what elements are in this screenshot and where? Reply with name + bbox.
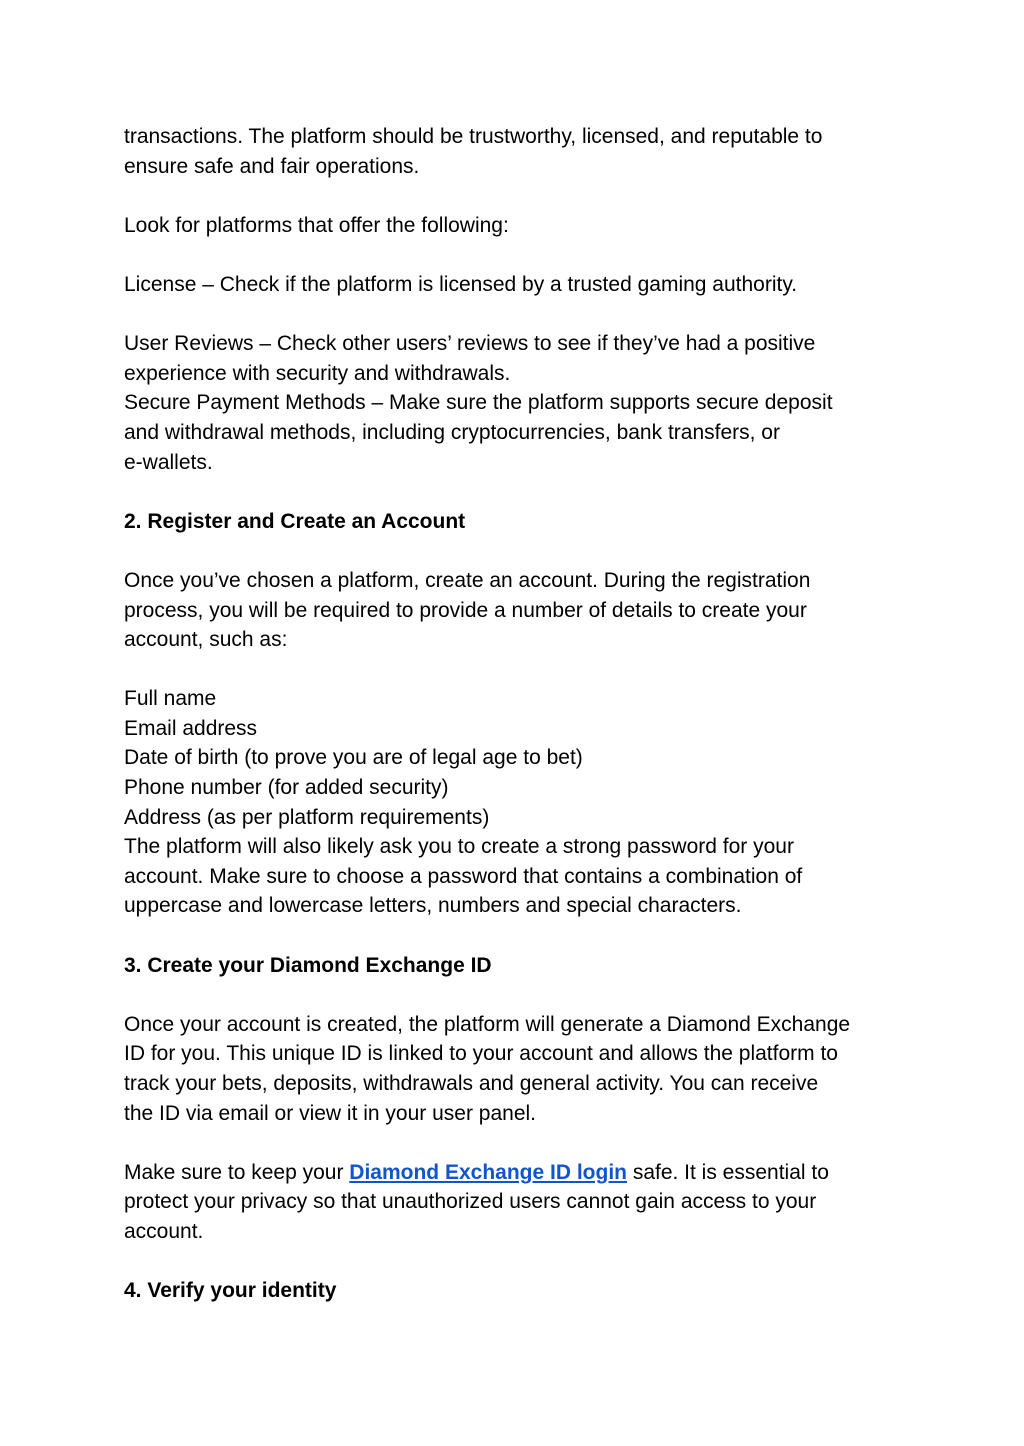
password-line-1: The platform will also likely ask you to create a strong password for your (124, 835, 794, 859)
section-3-para-line-3: track your bets, deposits, withdrawals and general activity. You can receive (124, 1072, 819, 1095)
reviews-line-2: experience with security and withdrawals. (124, 361, 511, 385)
payment-line-2: and withdrawal methods, including cryptocurrencies, bank transfers, or (124, 420, 780, 444)
spacer (124, 536, 914, 566)
payment-line-3: e-wallets. (124, 450, 213, 474)
payment-line-1: Secure Payment Methods – Make sure the platform supports secure deposit (124, 391, 833, 415)
section-3-para-line-1: Once your account is created, the platform will generate a Diamond Exchange (124, 1012, 851, 1036)
spacer (124, 300, 914, 330)
reviews-line-1: User Reviews – Check other users’ reviews to see if they’ve had a positive (124, 332, 816, 356)
intro-line-1: transactions. The platform should be trustworthy, licensed, and reputable to (124, 125, 823, 148)
keep-safe-line-3: account. (124, 1219, 204, 1243)
section-3-para-line-2: ID for you. This unique ID is linked to your account and allows the platform to (124, 1042, 838, 1066)
list-item-phone: Phone number (for added security) (124, 776, 449, 800)
keep-safe-line-2: protect your privacy so that unauthorized users cannot gain access to your (124, 1190, 817, 1214)
password-line-3: uppercase and lowercase letters, numbers and special characters. (124, 894, 742, 918)
section-2-para-line-3: account, such as: (124, 628, 288, 652)
list-item-email: Email address (124, 716, 258, 740)
list-item-address: Address (as per platform requirements) (124, 805, 490, 829)
keep-safe-line-1 (124, 1158, 914, 1188)
spacer (124, 1128, 914, 1158)
list-item-dob: Date of birth (to prove you are of legal age to bet) (124, 746, 583, 770)
section-3-heading: 3. Create your Diamond Exchange ID (124, 953, 492, 977)
spacer (124, 921, 914, 951)
spacer (124, 477, 914, 507)
look-for-text: Look for platforms that offer the following: (124, 213, 509, 237)
intro-line-2: ensure safe and fair operations. (124, 154, 420, 178)
spacer (124, 1247, 914, 1277)
section-2-para-line-2: process, you will be required to provide a number of details to create your (124, 598, 807, 622)
spacer (124, 980, 914, 1010)
section-2-para-line-1: Once you’ve chosen a platform, create an account. During the registration (124, 568, 811, 592)
section-2-heading: 2. Register and Create an Account (124, 509, 466, 533)
section-3-para-line-4: the ID via email or view it in your user panel. (124, 1101, 537, 1125)
keep-safe-prefix: Make sure to keep your (124, 1160, 350, 1184)
license-item: License – Check if the platform is licensed by a trusted gaming authority. (124, 272, 798, 296)
spacer (124, 655, 914, 685)
password-line-2: account. Make sure to choose a password that contains a combination of (124, 864, 803, 888)
document-page (124, 122, 914, 1306)
spacer (124, 240, 914, 270)
diamond-exchange-id-login-link[interactable]: Diamond Exchange ID login (349, 1160, 627, 1184)
keep-safe-suffix: safe. It is essential to (626, 1160, 829, 1184)
spacer (124, 181, 914, 211)
section-4-heading: 4. Verify your identity (124, 1279, 337, 1303)
list-item-full-name: Full name (124, 687, 217, 711)
